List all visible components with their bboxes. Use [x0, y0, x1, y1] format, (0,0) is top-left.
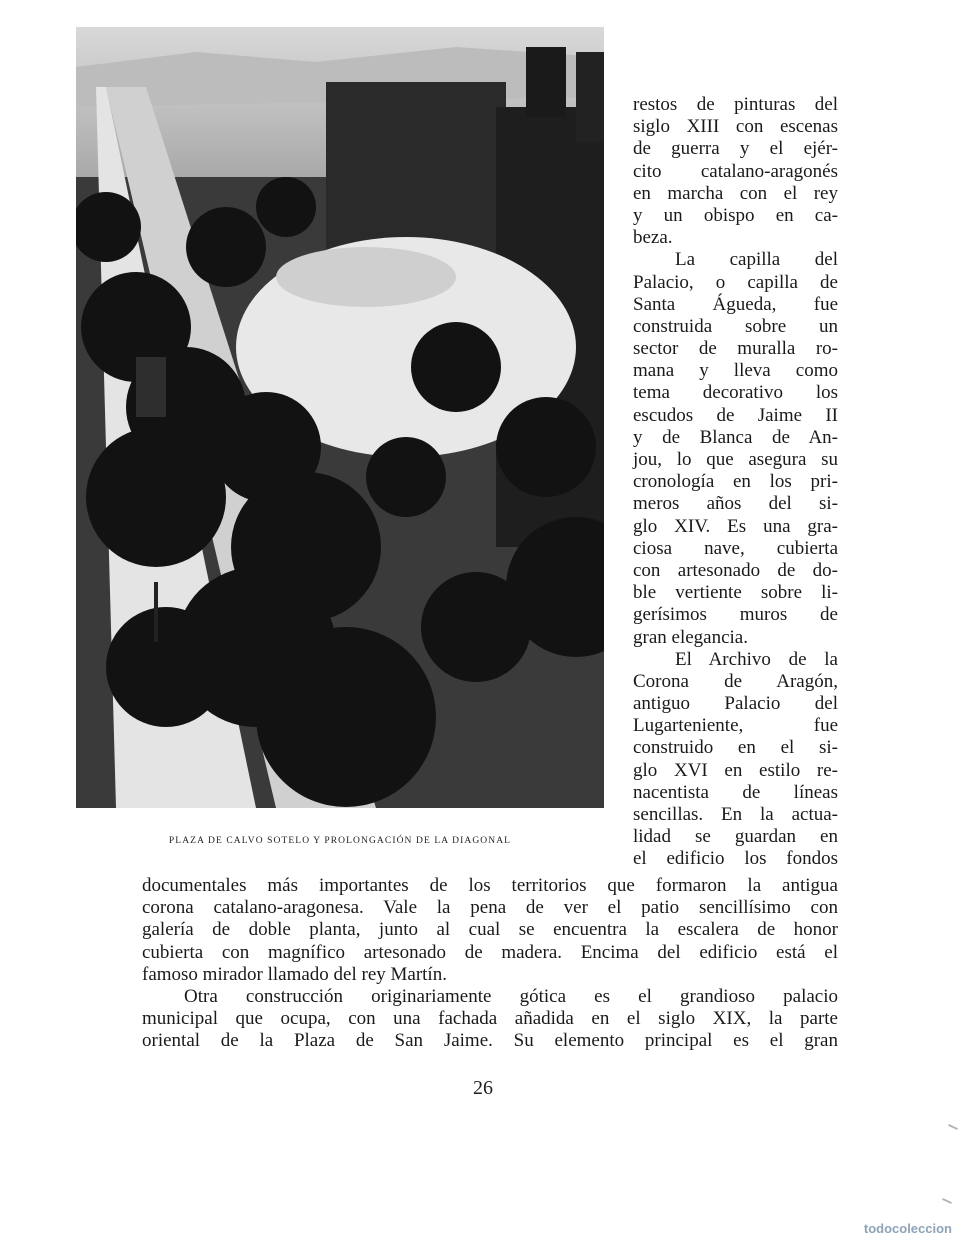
text-line: de guerra y el ejér- [633, 138, 838, 160]
text-line: construida sobre un [633, 315, 838, 337]
figure-caption: PLAZA DE CALVO SOTELO Y PROLONGACIÓN DE LA DIAGONAL [168, 836, 512, 846]
text-line: y de Blanca de An- [633, 426, 838, 448]
watermark: todocoleccion [863, 1221, 952, 1236]
text-line: sector de muralla ro- [633, 338, 838, 360]
text-line: en marcha con el rey [633, 182, 838, 204]
text-line: famoso mirador llamado del rey Martín. [142, 963, 447, 985]
text-line: escudos de Jaime II [633, 404, 838, 426]
text-line: jou, lo que asegura su [633, 449, 838, 470]
text-line: oriental de la Plaza de San Jaime. Su elemento principal es el gran [142, 1030, 838, 1052]
text-line: glo XVI en estilo re- [633, 759, 838, 781]
text-line: gran elegancia. [633, 626, 748, 648]
full-width-text [142, 875, 838, 1053]
text-line: ble vertiente sobre li- [633, 582, 838, 604]
text-line: La capilla del [675, 249, 838, 271]
text-line: tema decorativo los [633, 382, 838, 404]
text-line: documentales más importantes de los territorios que formaron la antigua [142, 875, 838, 896]
text-line: Santa Águeda, fue [633, 293, 838, 315]
street-photograph [76, 27, 604, 808]
text-line: siglo XIII con escenas [633, 116, 838, 138]
text-line: meros años del si- [633, 493, 838, 515]
text-line: glo XIV. Es una gra- [633, 515, 838, 537]
text-line: antiguo Palacio del [633, 693, 838, 715]
text-line: ciosa nave, cubierta [633, 537, 838, 559]
text-line: cronología en los pri- [633, 471, 838, 493]
text-line: nacentista de líneas [633, 781, 838, 803]
text-line: con artesonado de do- [633, 559, 838, 581]
page-number: 26 [473, 1077, 493, 1099]
scan-mark [942, 1198, 952, 1204]
text-line: Palacio, o capilla de [633, 271, 838, 293]
text-line: Lugarteniente, fue [633, 715, 838, 737]
text-line: municipal que ocupa, con una fachada añadida en el siglo XIX, la parte [142, 1008, 838, 1030]
text-line: cito catalano-aragonés [633, 160, 838, 182]
text-line: galería de doble planta, junto al cual se encuentra la escalera de honor [142, 919, 838, 941]
text-line: Corona de Aragón, [633, 670, 838, 692]
text-line: el edificio los fondos [633, 848, 838, 870]
text-line: mana y lleva como [633, 360, 838, 382]
text-line: Otra construcción originariamente gótica es el grandioso palacio [184, 985, 838, 1007]
text-line: El Archivo de la [675, 648, 838, 670]
text-line: beza. [633, 227, 673, 249]
text-line: lidad se guardan en [633, 826, 838, 848]
text-line: construido en el si- [633, 737, 838, 759]
text-line: gerísimos muros de [633, 604, 838, 626]
scan-mark [948, 1124, 958, 1130]
text-line: restos de pinturas del [633, 94, 838, 115]
right-column-text [633, 94, 838, 871]
text-line: cubierta con magnífico artesonado de madera. Encima del edificio está el [142, 941, 838, 963]
text-line: y un obispo en ca- [633, 204, 838, 226]
text-line: corona catalano-aragonesa. Vale la pena de ver el patio sencillísimo con [142, 897, 838, 919]
text-line: sencillas. En la actua- [633, 804, 838, 825]
